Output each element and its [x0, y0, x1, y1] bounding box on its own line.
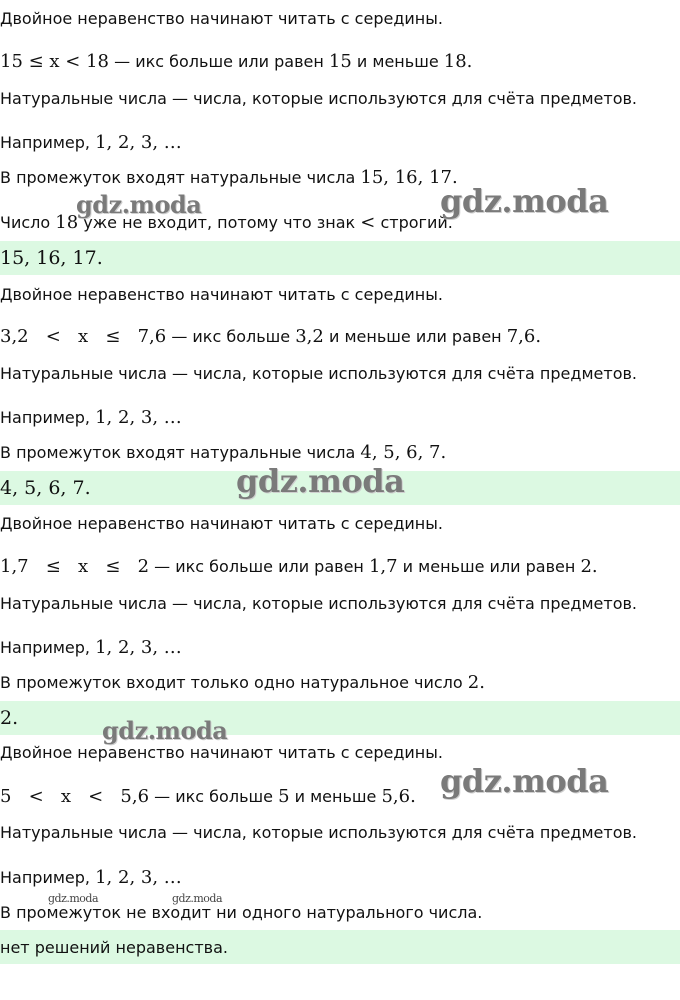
inequality-value: 5,6.	[381, 786, 416, 807]
intro-text: Двойное неравенство начинают читать с середины.	[0, 9, 443, 28]
inequality-line	[0, 327, 541, 347]
watermark-logo: gdz.moda	[236, 462, 405, 500]
inequality-math: 1,7 ≤ x ≤ 2	[0, 556, 150, 577]
intro-text: Двойное неравенство начинают читать с середины.	[0, 743, 443, 762]
example-math: 1, 2, 3, …	[95, 407, 182, 428]
inequality-line	[0, 787, 416, 807]
inequality-value: 2.	[580, 556, 598, 577]
natural-definition: Натуральные числа — числа, которые используются для счёта предметов.	[0, 823, 637, 842]
range-text: В промежуток входят натуральные числа	[0, 168, 356, 187]
answer-value: 15, 16, 17.	[0, 247, 103, 269]
inequality-reading: и меньше	[289, 787, 382, 806]
inequality-value: 18.	[443, 51, 473, 72]
inequality-reading: — икс больше или равен	[109, 52, 329, 71]
example-math: 1, 2, 3, …	[95, 132, 182, 153]
inequality-line	[0, 557, 598, 577]
range-line	[0, 168, 458, 188]
inequality-value: 3,2	[295, 326, 324, 347]
inequality-reading: и меньше	[351, 52, 444, 71]
note-text: строгий.	[380, 213, 453, 232]
range-math: 4, 5, 6, 7.	[360, 442, 447, 463]
example-line	[0, 133, 182, 153]
natural-definition: Натуральные числа — числа, которые используются для счёта предметов.	[0, 594, 637, 613]
note-math: <	[360, 212, 376, 233]
inequality-value: 15	[328, 51, 352, 72]
watermark-logo: gdz.moda	[48, 892, 99, 905]
natural-definition: Натуральные числа — числа, которые используются для счёта предметов.	[0, 89, 637, 108]
range-line: В промежуток не входит ни одного натурального числа.	[0, 903, 483, 922]
inequality-line	[0, 52, 472, 72]
example-line	[0, 868, 182, 888]
range-math: 15, 16, 17.	[360, 167, 458, 188]
example-math: 1, 2, 3, …	[95, 637, 182, 658]
example-label: Например,	[0, 408, 91, 427]
note-line	[0, 213, 453, 233]
range-text: В промежуток входит только одно натуральное число	[0, 673, 463, 692]
inequality-reading: — икс больше	[166, 327, 296, 346]
range-math: 2.	[467, 672, 485, 693]
answer-box	[0, 241, 680, 275]
inequality-math: 15 ≤ x < 18	[0, 51, 110, 72]
inequality-reading: и меньше или равен	[323, 327, 507, 346]
answer-value: 2.	[0, 707, 19, 729]
range-line	[0, 443, 446, 463]
natural-definition: Натуральные числа — числа, которые используются для счёта предметов.	[0, 364, 637, 383]
example-label: Например,	[0, 133, 91, 152]
answer-value: 4, 5, 6, 7.	[0, 477, 91, 499]
note-text: уже не входит, потому что знак	[83, 213, 356, 232]
inequality-reading: и меньше или равен	[397, 557, 581, 576]
answer-value: нет решений неравенства.	[0, 937, 228, 957]
example-label: Например,	[0, 638, 91, 657]
note-math: 18	[55, 212, 79, 233]
answer-box	[0, 701, 680, 735]
intro-text: Двойное неравенство начинают читать с середины.	[0, 514, 443, 533]
inequality-reading: — икс больше или равен	[149, 557, 369, 576]
example-line	[0, 638, 182, 658]
inequality-value: 1,7	[368, 556, 398, 577]
example-line	[0, 408, 182, 428]
watermark-logo: gdz.moda	[76, 190, 202, 219]
note-text: Число	[0, 213, 51, 232]
inequality-math: 3,2 < x ≤ 7,6	[0, 326, 167, 347]
answer-box	[0, 471, 680, 505]
intro-text: Двойное неравенство начинают читать с середины.	[0, 285, 443, 304]
watermark-logo: gdz.moda	[440, 762, 609, 800]
inequality-reading: — икс больше	[149, 787, 279, 806]
watermark-logo: gdz.moda	[172, 892, 223, 905]
inequality-value: 5	[278, 786, 290, 807]
watermark-logo: gdz.moda	[102, 716, 228, 745]
example-label: Например,	[0, 868, 91, 887]
watermark-logo: gdz.moda	[440, 182, 609, 220]
range-text: В промежуток входят натуральные числа	[0, 443, 356, 462]
answer-box	[0, 930, 680, 964]
inequality-value: 7,6.	[506, 326, 542, 347]
inequality-math: 5 < x < 5,6	[0, 786, 150, 807]
example-math: 1, 2, 3, …	[95, 867, 182, 888]
range-line	[0, 673, 485, 693]
